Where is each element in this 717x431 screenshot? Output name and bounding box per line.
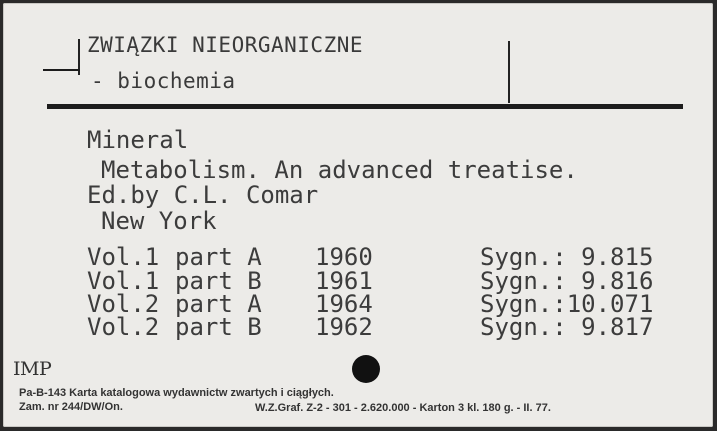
- volume-3-year: 1962: [315, 313, 373, 341]
- volume-0-vol: Vol.1: [87, 243, 160, 271]
- volume-2-vol: Vol.2: [87, 290, 160, 318]
- volume-1-vol: Vol.1: [87, 267, 160, 295]
- entry-title: Metabolism. An advanced treatise.: [101, 156, 578, 184]
- entry-subject: Mineral: [87, 126, 189, 154]
- volume-3-sygn: Sygn.: 9.817: [480, 313, 654, 341]
- volume-1-year: 1961: [315, 267, 373, 295]
- imp-stamp: IMP: [13, 358, 52, 380]
- catalog-card: [3, 3, 713, 427]
- entry-place: New York: [101, 207, 217, 235]
- volume-2-sygn: Sygn.:10.071: [480, 290, 654, 318]
- volume-3-part: part B: [175, 313, 262, 341]
- header-subject: ZWIĄZKI NIEORGANICZNE: [87, 33, 364, 57]
- volume-1-sygn: Sygn.: 9.816: [480, 267, 654, 295]
- punch-hole: [352, 355, 380, 383]
- entry-editor: Ed.by C.L. Comar: [87, 181, 319, 209]
- header-left-underline: [43, 69, 80, 71]
- volume-0-part: part A: [175, 243, 262, 271]
- header-band: [47, 104, 683, 109]
- volume-2-year: 1964: [315, 290, 373, 318]
- print-line-2b: W.Z.Graf. Z-2 - 301 - 2.620.000 - Karton 3 kl. 180 g. - II. 77.: [255, 402, 551, 414]
- header-right-rule: [508, 41, 510, 103]
- print-line-2: Zam. nr 244/DW/On.: [19, 401, 123, 413]
- print-line-1: Pa-B-143 Karta katalogowa wydawnictw zwartych i ciągłych.: [19, 387, 334, 399]
- volume-0-sygn: Sygn.: 9.815: [480, 243, 654, 271]
- volume-0-year: 1960: [315, 243, 373, 271]
- volume-1-part: part B: [175, 267, 262, 295]
- header-subsubject: - biochemia: [91, 69, 236, 93]
- volume-2-part: part A: [175, 290, 262, 318]
- volume-3-vol: Vol.2: [87, 313, 160, 341]
